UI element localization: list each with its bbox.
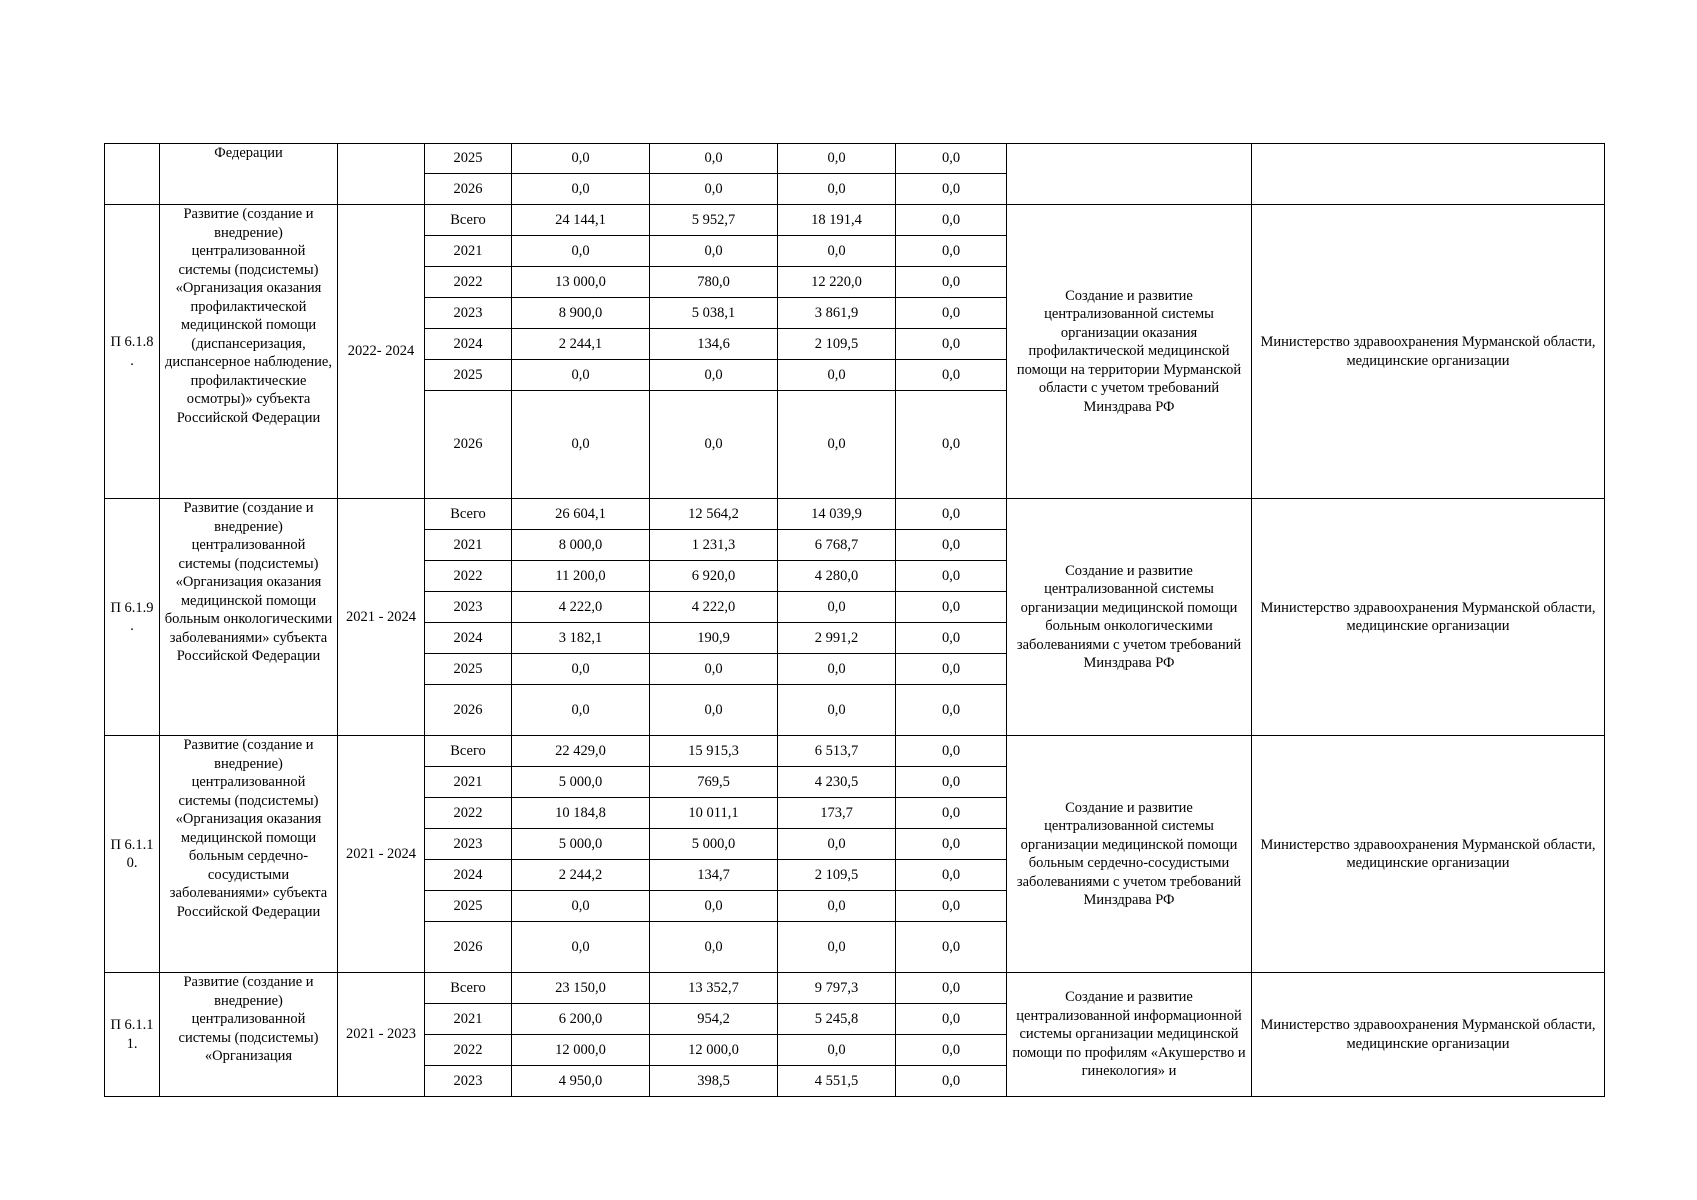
funding-2-cell: 2 109,5 <box>778 860 896 891</box>
measure-code-cell: П 6.1.1 1. <box>105 973 160 1097</box>
table-row <box>105 736 1605 767</box>
measure-name-cell: Развитие (создание и внедрение) централизованной системы (подсистемы) «Организация оказания медицинской помощи больным сердечно-сосудистыми заболеваниями» субъекта Российской Федерации <box>160 736 338 973</box>
funding-1-cell: 0,0 <box>650 922 778 973</box>
year-cell: 2024 <box>425 329 512 360</box>
total-cell: 0,0 <box>512 236 650 267</box>
period-cell: 2021 - 2024 <box>338 736 425 973</box>
period-cell: 2022- 2024 <box>338 205 425 499</box>
funding-3-cell: 0,0 <box>896 329 1007 360</box>
funding-3-cell: 0,0 <box>896 922 1007 973</box>
total-cell: 0,0 <box>512 360 650 391</box>
funding-1-cell: 15 915,3 <box>650 736 778 767</box>
funding-3-cell: 0,0 <box>896 736 1007 767</box>
funding-3-cell: 0,0 <box>896 685 1007 736</box>
funding-1-cell: 0,0 <box>650 685 778 736</box>
funding-1-cell: 190,9 <box>650 623 778 654</box>
funding-1-cell: 0,0 <box>650 391 778 499</box>
funding-3-cell: 0,0 <box>896 236 1007 267</box>
executor-cell <box>1252 144 1605 205</box>
total-cell: 0,0 <box>512 654 650 685</box>
funding-3-cell: 0,0 <box>896 1066 1007 1097</box>
total-cell: 10 184,8 <box>512 798 650 829</box>
funding-2-cell: 12 220,0 <box>778 267 896 298</box>
funding-3-cell: 0,0 <box>896 623 1007 654</box>
year-cell: Всего <box>425 499 512 530</box>
funding-2-cell: 3 861,9 <box>778 298 896 329</box>
funding-1-cell: 0,0 <box>650 236 778 267</box>
funding-3-cell: 0,0 <box>896 1035 1007 1066</box>
funding-3-cell: 0,0 <box>896 891 1007 922</box>
total-cell: 0,0 <box>512 391 650 499</box>
total-cell: 0,0 <box>512 922 650 973</box>
funding-3-cell: 0,0 <box>896 561 1007 592</box>
year-cell: 2025 <box>425 654 512 685</box>
period-cell: 2021 - 2024 <box>338 499 425 736</box>
total-cell: 0,0 <box>512 891 650 922</box>
total-cell: 4 950,0 <box>512 1066 650 1097</box>
year-cell: 2022 <box>425 561 512 592</box>
table-row <box>105 144 1605 174</box>
total-cell: 11 200,0 <box>512 561 650 592</box>
table-row <box>105 205 1605 236</box>
measure-name-cell: Развитие (создание и внедрение) централизованной системы (подсистемы) «Организация оказания профилактической медицинской помощи (диспансеризация, диспансерное наблюдение, профилактические осмотры)» субъекта Российской Федерации <box>160 205 338 499</box>
year-cell: 2023 <box>425 298 512 329</box>
total-cell: 4 222,0 <box>512 592 650 623</box>
year-cell: 2025 <box>425 891 512 922</box>
funding-1-cell: 10 011,1 <box>650 798 778 829</box>
year-cell: 2026 <box>425 391 512 499</box>
year-cell: 2023 <box>425 1066 512 1097</box>
funding-1-cell: 0,0 <box>650 144 778 174</box>
funding-1-cell: 780,0 <box>650 267 778 298</box>
funding-1-cell: 5 038,1 <box>650 298 778 329</box>
funding-2-cell: 2 109,5 <box>778 329 896 360</box>
year-cell: 2025 <box>425 144 512 174</box>
funding-3-cell: 0,0 <box>896 144 1007 174</box>
funding-3-cell: 0,0 <box>896 654 1007 685</box>
funding-1-cell: 769,5 <box>650 767 778 798</box>
year-cell: 2021 <box>425 236 512 267</box>
total-cell: 2 244,1 <box>512 329 650 360</box>
funding-1-cell: 398,5 <box>650 1066 778 1097</box>
result-cell: Создание и развитие централизованной системы организации медицинской помощи больным сердечно-сосудистыми заболеваниями с учетом требований Минздрава РФ <box>1007 736 1252 973</box>
funding-1-cell: 0,0 <box>650 360 778 391</box>
year-cell: 2023 <box>425 829 512 860</box>
funding-3-cell: 0,0 <box>896 973 1007 1004</box>
year-cell: 2022 <box>425 798 512 829</box>
funding-1-cell: 5 952,7 <box>650 205 778 236</box>
funding-1-cell: 12 564,2 <box>650 499 778 530</box>
funding-3-cell: 0,0 <box>896 499 1007 530</box>
measure-code-cell <box>105 144 160 205</box>
funding-2-cell: 6 513,7 <box>778 736 896 767</box>
total-cell: 5 000,0 <box>512 767 650 798</box>
year-cell: 2026 <box>425 922 512 973</box>
funding-2-cell: 0,0 <box>778 236 896 267</box>
funding-3-cell: 0,0 <box>896 860 1007 891</box>
funding-2-cell: 0,0 <box>778 891 896 922</box>
executor-cell: Министерство здравоохранения Мурманской области, медицинские организации <box>1252 499 1605 736</box>
year-cell: Всего <box>425 973 512 1004</box>
total-cell: 6 200,0 <box>512 1004 650 1035</box>
measure-name-cell: Развитие (создание и внедрение) централизованной системы (подсистемы) «Организация <box>160 973 338 1097</box>
funding-2-cell: 4 230,5 <box>778 767 896 798</box>
period-cell: 2021 - 2023 <box>338 973 425 1097</box>
funding-3-cell: 0,0 <box>896 360 1007 391</box>
funding-3-cell: 0,0 <box>896 1004 1007 1035</box>
executor-cell: Министерство здравоохранения Мурманской области, медицинские организации <box>1252 205 1605 499</box>
year-cell: 2024 <box>425 623 512 654</box>
funding-1-cell: 0,0 <box>650 654 778 685</box>
executor-cell: Министерство здравоохранения Мурманской области, медицинские организации <box>1252 736 1605 973</box>
total-cell: 0,0 <box>512 685 650 736</box>
measure-name-cell: Федерации <box>160 144 338 205</box>
funding-3-cell: 0,0 <box>896 592 1007 623</box>
year-cell: Всего <box>425 205 512 236</box>
measure-name-cell: Развитие (создание и внедрение) централизованной системы (подсистемы) «Организация оказания медицинской помощи больным онкологическими заболеваниями» субъекта Российской Федерации <box>160 499 338 736</box>
funding-2-cell: 173,7 <box>778 798 896 829</box>
total-cell: 0,0 <box>512 144 650 174</box>
total-cell: 8 900,0 <box>512 298 650 329</box>
funding-2-cell: 0,0 <box>778 592 896 623</box>
funding-3-cell: 0,0 <box>896 174 1007 205</box>
year-cell: 2023 <box>425 592 512 623</box>
funding-1-cell: 12 000,0 <box>650 1035 778 1066</box>
funding-2-cell: 0,0 <box>778 922 896 973</box>
period-cell <box>338 144 425 205</box>
total-cell: 23 150,0 <box>512 973 650 1004</box>
funding-3-cell: 0,0 <box>896 391 1007 499</box>
year-cell: 2021 <box>425 767 512 798</box>
funding-1-cell: 0,0 <box>650 891 778 922</box>
table-body <box>105 144 1605 1097</box>
table-row <box>105 973 1605 1004</box>
year-cell: Всего <box>425 736 512 767</box>
year-cell: 2022 <box>425 267 512 298</box>
funding-2-cell: 2 991,2 <box>778 623 896 654</box>
funding-1-cell: 134,7 <box>650 860 778 891</box>
funding-3-cell: 0,0 <box>896 267 1007 298</box>
year-cell: 2021 <box>425 1004 512 1035</box>
executor-cell: Министерство здравоохранения Мурманской области, медицинские организации <box>1252 973 1605 1097</box>
measure-code-cell: П 6.1.1 0. <box>105 736 160 973</box>
funding-1-cell: 134,6 <box>650 329 778 360</box>
funding-2-cell: 0,0 <box>778 391 896 499</box>
funding-2-cell: 4 280,0 <box>778 561 896 592</box>
funding-2-cell: 0,0 <box>778 654 896 685</box>
funding-2-cell: 14 039,9 <box>778 499 896 530</box>
measure-code-cell: П 6.1.9 . <box>105 499 160 736</box>
year-cell: 2024 <box>425 860 512 891</box>
funding-2-cell: 0,0 <box>778 360 896 391</box>
funding-1-cell: 13 352,7 <box>650 973 778 1004</box>
total-cell: 22 429,0 <box>512 736 650 767</box>
funding-3-cell: 0,0 <box>896 298 1007 329</box>
funding-3-cell: 0,0 <box>896 829 1007 860</box>
funding-2-cell: 6 768,7 <box>778 530 896 561</box>
total-cell: 13 000,0 <box>512 267 650 298</box>
funding-2-cell: 0,0 <box>778 144 896 174</box>
year-cell: 2026 <box>425 174 512 205</box>
total-cell: 12 000,0 <box>512 1035 650 1066</box>
program-measures-table <box>104 143 1605 1097</box>
funding-1-cell: 6 920,0 <box>650 561 778 592</box>
total-cell: 8 000,0 <box>512 530 650 561</box>
funding-1-cell: 1 231,3 <box>650 530 778 561</box>
funding-3-cell: 0,0 <box>896 530 1007 561</box>
year-cell: 2026 <box>425 685 512 736</box>
year-cell: 2021 <box>425 530 512 561</box>
result-cell: Создание и развитие централизованной информационной системы организации медицинской помощи по профилям «Акушерство и гинекология» и <box>1007 973 1252 1097</box>
total-cell: 24 144,1 <box>512 205 650 236</box>
funding-3-cell: 0,0 <box>896 767 1007 798</box>
total-cell: 3 182,1 <box>512 623 650 654</box>
funding-1-cell: 0,0 <box>650 174 778 205</box>
funding-2-cell: 0,0 <box>778 829 896 860</box>
funding-1-cell: 4 222,0 <box>650 592 778 623</box>
funding-1-cell: 5 000,0 <box>650 829 778 860</box>
funding-3-cell: 0,0 <box>896 205 1007 236</box>
funding-3-cell: 0,0 <box>896 798 1007 829</box>
result-cell <box>1007 144 1252 205</box>
funding-2-cell: 9 797,3 <box>778 973 896 1004</box>
total-cell: 26 604,1 <box>512 499 650 530</box>
result-cell: Создание и развитие централизованной системы организации медицинской помощи больным онкологическими заболеваниями с учетом требований Минздрава РФ <box>1007 499 1252 736</box>
funding-2-cell: 0,0 <box>778 685 896 736</box>
funding-2-cell: 5 245,8 <box>778 1004 896 1035</box>
funding-1-cell: 954,2 <box>650 1004 778 1035</box>
total-cell: 2 244,2 <box>512 860 650 891</box>
year-cell: 2022 <box>425 1035 512 1066</box>
funding-2-cell: 0,0 <box>778 174 896 205</box>
funding-2-cell: 0,0 <box>778 1035 896 1066</box>
result-cell: Создание и развитие централизованной системы организации оказания профилактической медицинской помощи на территории Мурманской области с учетом требований Минздрава РФ <box>1007 205 1252 499</box>
measure-code-cell: П 6.1.8 . <box>105 205 160 499</box>
total-cell: 5 000,0 <box>512 829 650 860</box>
table-row <box>105 499 1605 530</box>
funding-2-cell: 18 191,4 <box>778 205 896 236</box>
year-cell: 2025 <box>425 360 512 391</box>
funding-2-cell: 4 551,5 <box>778 1066 896 1097</box>
total-cell: 0,0 <box>512 174 650 205</box>
